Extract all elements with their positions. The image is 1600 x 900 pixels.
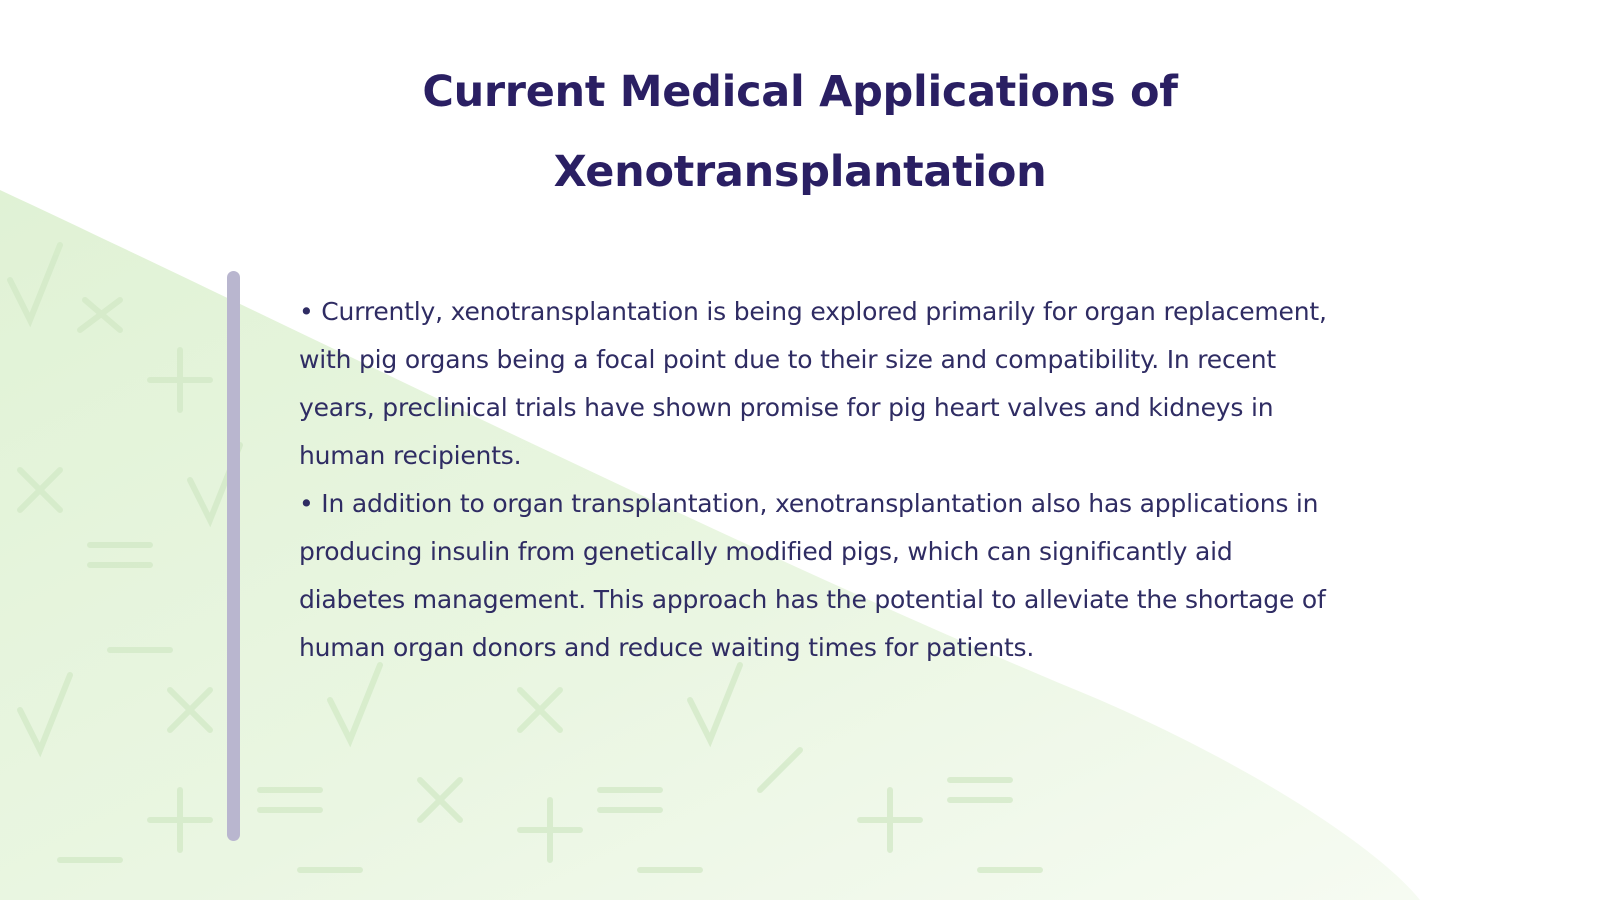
page-title: Current Medical Applications of Xenotransplantation xyxy=(422,67,1178,197)
content-body xyxy=(299,288,1329,672)
bullet-paragraph: • In addition to organ transplantation, xenotransplantation also has applications in producing insulin from genetically modified pigs, which can significantly aid diabetes management. This approach has the potential to alleviate the shortage of human organ donors and reduce waiting times for patients. xyxy=(299,489,1326,662)
vertical-accent-bar xyxy=(227,271,240,841)
bullet-paragraph: • Currently, xenotransplantation is being explored primarily for organ replacement, with pig organs being a focal point due to their size and compatibility. In recent years, preclinical trials have shown promise for pig heart valves and kidneys in human recipients. xyxy=(299,297,1327,470)
